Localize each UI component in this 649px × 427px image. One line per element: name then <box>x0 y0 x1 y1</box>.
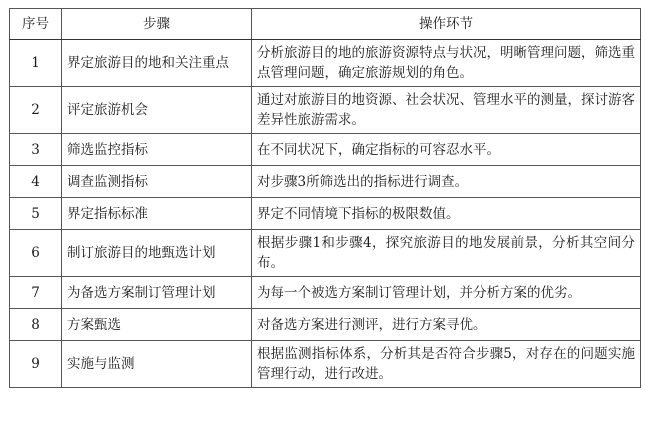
row-num: 7 <box>10 277 62 309</box>
row-op: 对备选方案进行测评，进行方案寻优。 <box>252 309 641 341</box>
row-op: 对步骤3所筛选出的指标进行调查。 <box>252 166 641 198</box>
table-row <box>10 277 641 309</box>
row-num: 8 <box>10 309 62 341</box>
row-op: 分析旅游目的地的旅游资源特点与状况，明晰管理问题，筛选重点管理问题，确定旅游规划的角色。 <box>252 40 641 87</box>
row-step: 制订旅游目的地甄选计划 <box>62 230 252 277</box>
row-num: 1 <box>10 40 62 87</box>
process-table-container <box>9 8 640 388</box>
row-num: 9 <box>10 341 62 388</box>
table-header <box>10 9 641 40</box>
process-table <box>9 8 641 388</box>
row-num: 5 <box>10 198 62 230</box>
table-body <box>10 40 641 388</box>
table-row <box>10 134 641 166</box>
table-row <box>10 198 641 230</box>
table-row <box>10 166 641 198</box>
row-op: 根据步骤1和步骤4，探究旅游目的地发展前景，分析其空间分布。 <box>252 230 641 277</box>
header-row <box>10 9 641 40</box>
table-row <box>10 230 641 277</box>
row-op: 在不同状况下，确定指标的可容忍水平。 <box>252 134 641 166</box>
header-step: 步骤 <box>62 9 252 40</box>
row-step: 筛选监控指标 <box>62 134 252 166</box>
table-row <box>10 87 641 134</box>
row-num: 4 <box>10 166 62 198</box>
row-step: 方案甄选 <box>62 309 252 341</box>
row-num: 3 <box>10 134 62 166</box>
row-step: 界定旅游目的地和关注重点 <box>62 40 252 87</box>
header-num: 序号 <box>10 9 62 40</box>
row-num: 2 <box>10 87 62 134</box>
row-op: 为每一个被选方案制订管理计划，并分析方案的优劣。 <box>252 277 641 309</box>
row-op: 根据监测指标体系，分析其是否符合步骤5，对存在的问题实施管理行动，进行改进。 <box>252 341 641 388</box>
row-step: 界定指标标准 <box>62 198 252 230</box>
row-step: 评定旅游机会 <box>62 87 252 134</box>
row-num: 6 <box>10 230 62 277</box>
table-row <box>10 341 641 388</box>
row-step: 实施与监测 <box>62 341 252 388</box>
row-op: 界定不同情境下指标的极限数值。 <box>252 198 641 230</box>
row-op: 通过对旅游目的地资源、社会状况、管理水平的测量，探讨游客差异性旅游需求。 <box>252 87 641 134</box>
table-row <box>10 40 641 87</box>
row-step: 为备选方案制订管理计划 <box>62 277 252 309</box>
header-op: 操作环节 <box>252 9 641 40</box>
row-step: 调查监测指标 <box>62 166 252 198</box>
table-row <box>10 309 641 341</box>
